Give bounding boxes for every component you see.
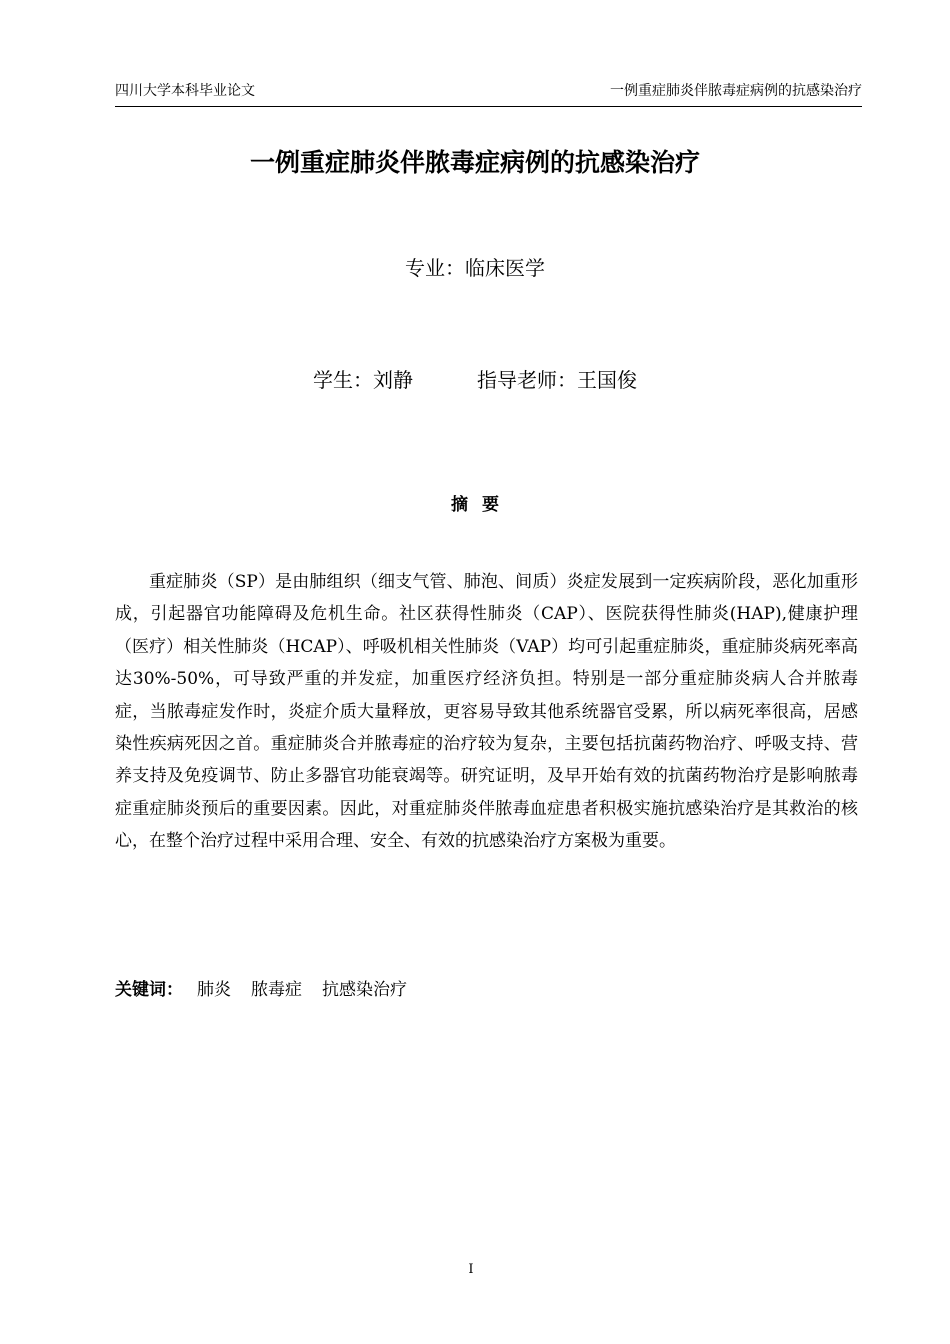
running-header	[115, 80, 862, 107]
major-line: 专业：临床医学	[405, 256, 545, 280]
keywords-label: 关键词：	[115, 980, 183, 1000]
keywords-line	[115, 975, 407, 1000]
student-name: 学生：刘静	[313, 368, 413, 392]
advisor-name: 指导老师：王国俊	[477, 368, 637, 392]
abstract-body: 重症肺炎（SP）是由肺组织（细支气管、肺泡、间质）炎症发展到一定疾病阶段，恶化加重形成，引起器官功能障碍及危机生命。社区获得性肺炎（CAP）、医院获得性肺炎(HAP),健康护理（医疗）相关性肺炎（HCAP）、呼吸机相关性肺炎（VAP）均可引起重症肺炎，重症肺炎病死率高达30%-50%，可导致严重的并发症，加重医疗经济负担。特别是一部分重症肺炎病人合并脓毒症，当脓毒症发作时，炎症介质大量释放，更容易导致其他系统器官受累，所以病死率很高，居感染性疾病死因之首。重症肺炎合并脓毒症的治疗较为复杂，主要包括抗菌药物治疗、呼吸支持、营养支持及免疫调节、防止多器官功能衰竭等。研究证明，及早开始有效的抗菌药物治疗是影响脓毒症重症肺炎预后的重要因素。因此，对重症肺炎伴脓毒血症患者积极实施抗感染治疗是其救治的核心，在整个治疗过程中采用合理、安全、有效的抗感染治疗方案极为重要。	[115, 572, 858, 852]
paper-title: 一例重症肺炎伴脓毒症病例的抗感染治疗	[249, 148, 700, 177]
keyword-item: 脓毒症	[251, 980, 302, 1000]
abstract-heading: 摘要	[451, 495, 513, 515]
keyword-item: 抗感染治疗	[322, 980, 407, 1000]
keyword-item: 肺炎	[197, 980, 231, 1000]
page-number: I	[468, 1262, 474, 1277]
author-line	[0, 364, 950, 393]
header-paper-title: 一例重症肺炎伴脓毒症病例的抗感染治疗	[610, 83, 862, 99]
header-university: 四川大学本科毕业论文	[115, 83, 255, 99]
